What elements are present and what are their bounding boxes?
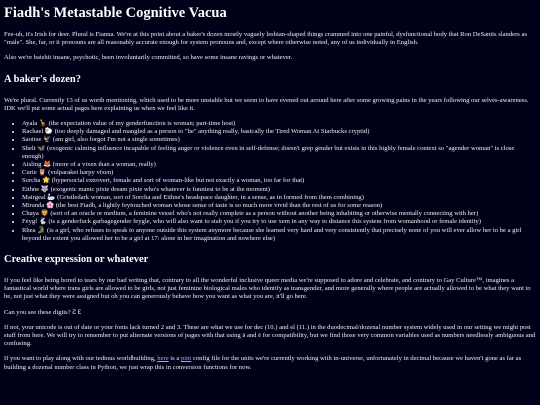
pint-link[interactable]: pint: [180, 355, 192, 363]
intro-paragraph-1: Fee-uh, it's Irish for deer. Plural is Fianna. We're at this point about a baker's dozen mostly vaguely lesbian-shaped things crammed into one painful, dysfunctional body that Ron DeSantis slanders as "male". She, far, or it pronouns are all reasonably accurate enough for system pronouns and, except where otherwise noted, any of us individually in English.: [4, 31, 527, 47]
list-item: • Mairgeal 🦢 (Gristledark woman, sort of Sorcha and Eithne's headspace daughter, in a sense, as in formed from them combining): [22, 194, 536, 202]
list-item: • Sorcha 🌟 (hypersocial extrovert, female and sort of woman-like but not exactly a woman, too far for that): [22, 177, 536, 185]
worldbuilding-text-before: If you want to play along with our tedious worldbuilding,: [4, 355, 158, 363]
page-title: Fiadh's Metastable Cognitive Vacua: [4, 5, 227, 21]
dozenal-paragraph: If not, your unicode is out of date or your fonts lack turned 2 and 3. These are what we use for dec (10.) and el (11.) in the duodecimal/dozenal number system widely used in our setting we might post stuff from here. We will try to remember to put alternate versions of pages with that using ā and ē for compatibility, but we find those very common variables used as numbers needlessly ambiguous and confusing.: [4, 323, 536, 348]
list-item: • Miranda 🌸 (the best Fiadh, a lightly feytouched woman whose sense of taste is so much more vivid than the rest of us for some reason): [22, 202, 536, 210]
list-item: • Curie 🦉 (vulparaket harpy vixen): [22, 169, 536, 177]
list-item: • Shelt 🦋 (exogenic calming influence incapable of feeling anger or violence even in self-defense; doesn't grep gender but exists in this highly female context so "agender woman" is close enough): [22, 145, 536, 161]
worldbuilding-paragraph: [4, 355, 536, 371]
list-item: • Chaya 🦁 (sort of an oracle or medium, a feminine vessel who's not really complete as a person without another being inhabiting or otherwise mentally connecting with her): [22, 210, 536, 218]
plural-paragraph: We're plural. Currently 13 of us worth mentioning, which used to be more unstable but we seem to have evened out around here after some growing pains in the years following our selves-awareness. IDK we'll put some actual pages here explaining us when we feel like it.: [4, 96, 529, 112]
list-item: • Rhea 🐊 (is a girl, who refuses to speak to anyone outside this system anymore because she learned very hard and very consistently that precisely none of you will ever allow her to be a girl beyond the extent you allowed her to be a girl at 17: alone in her imagination and nowhere else): [22, 227, 536, 243]
list-item: • Aisling 🦊 (more of a vixen than a woman, really): [22, 161, 536, 169]
list-item: • Saoirse 🦅 (am girl, also forgot I'm not a single sometimes): [22, 136, 536, 144]
section-heading-bakers-dozen: A baker's dozen?: [4, 73, 82, 85]
section-heading-creative-expression: Creative expression or whatever: [4, 254, 149, 266]
list-item: • Rachael 🐑 (too deeply damaged and mangled as a person to "be" anything really, basically the Tired Woman At Starbucks cryptid): [22, 128, 536, 136]
worldbuilding-text-after: config file for the units we're currently working with in-universe, unfortunately in decimal because we haven't gone as far as building a dozenal number class in Python, we just wrap this in conversion functions for now.: [4, 355, 522, 371]
list-item: • Eithne 🐺 (exogenic manic pixie dream pixie who's whatever is funniest to be at the moment): [22, 186, 536, 194]
member-list: [4, 120, 536, 243]
worldbuilding-text-middle: is a: [168, 355, 181, 363]
here-link[interactable]: here: [157, 355, 169, 363]
list-item: • Ayala 🦒 (the expectation value of my genderfunction is woman; part-time host): [22, 120, 536, 128]
digits-question: Can you see these digits? ↊ ↋: [4, 308, 82, 316]
creative-paragraph: If you feel like being bored to tears by our bad writing that, contrary to all the wonderful inclusive queer media we're supposed to adore and celebrate, and contrary to Gay Culture™, imagines a fantastical world where trans girls are allowed to be girls, not just feminine biological males who identify as transgender, and more generally where people are actually allowed to be what they want to be, not just what they were assigned but oh you can generously behave how you want as what you are, it'll go here.: [4, 277, 531, 301]
list-item: • Feygl 🐇 (is a genderfuck garbagegender feygle, who will also want to stab you if you try to use xem in any way to distance this system from womanhood or female identity): [22, 218, 536, 226]
intro-paragraph-2: Also we're batshit insane, psychotic, been involuntarily committed, so have some insane ravings or whatever.: [4, 54, 293, 62]
